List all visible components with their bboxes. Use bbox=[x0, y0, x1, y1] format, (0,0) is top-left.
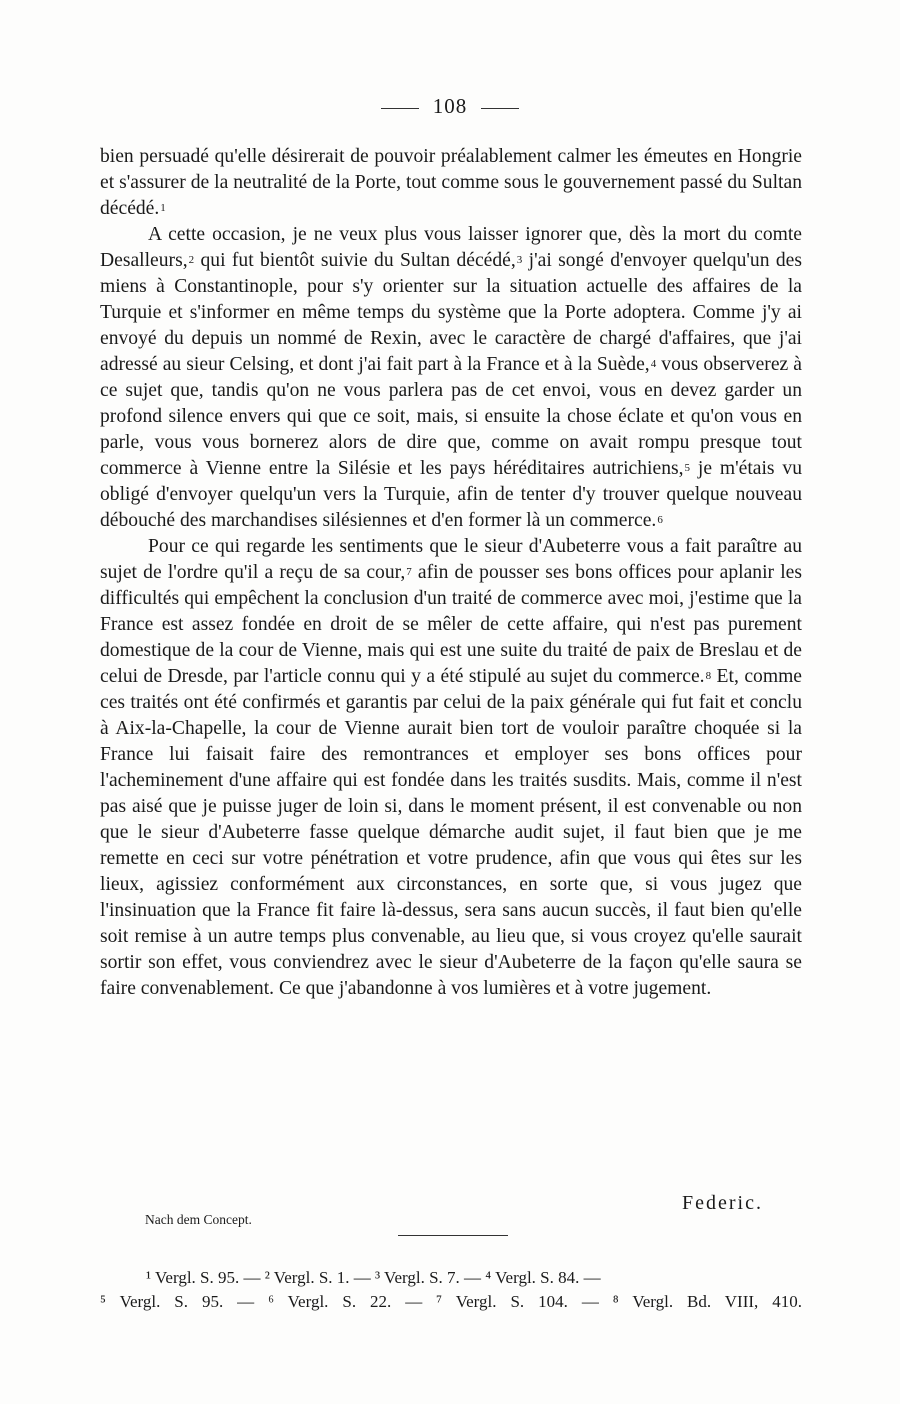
footnote-ref: 2 bbox=[188, 254, 195, 266]
paragraph-text: afin de pousser ses bons offices pour aplanir les difficultés qui empêchent la conclusion d'un traité de commerce avec moi, j'estime que la France est assez fondée en droit de se mêler de cette affaire, qui n'est pas purement domestique de la cour de Vienne, mais qui est une suite du traité de paix de Breslau et de celui de Dresde, par l'article connu qui y a été stipulé au sujet du commerce. bbox=[100, 562, 802, 687]
footnote-ref: 6 bbox=[657, 514, 663, 526]
footnote-divider bbox=[398, 1235, 508, 1236]
page-number: 108 bbox=[432, 94, 468, 118]
letter-body bbox=[100, 144, 802, 1002]
paragraph-text: je m'étais vu obligé d'envoyer quelqu'un vers la Turquie, afin de tenter d'y trouver quelque nouveau débouché des marchandises silésiennes et d'en former là un commerce. bbox=[100, 458, 802, 531]
signature: Federic. bbox=[682, 1192, 763, 1214]
footnote-ref: 8 bbox=[705, 670, 712, 682]
paragraph-1 bbox=[100, 144, 802, 222]
paragraph-text: bien persuadé qu'elle désirerait de pouvoir préalablement calmer les émeutes en Hongrie et s'assurer de la neutralité de la Porte, tout comme sous le gouvernement passé du Sultan décédé. bbox=[100, 146, 802, 219]
paragraph-text: Pour ce qui regarde les sentiments que le sieur d'Aubeterre vous a fait paraître au sujet de l'ordre qu'il a reçu de sa cour, bbox=[100, 536, 802, 583]
footnote-ref: 4 bbox=[650, 358, 657, 370]
footnote-ref: 5 bbox=[684, 462, 691, 474]
paragraph-3 bbox=[100, 534, 802, 1002]
footnote-ref: 3 bbox=[516, 254, 523, 266]
footnote-line: ⁵ Vergl. S. 95. — ⁶ Vergl. S. 22. — ⁷ Vergl. S. 104. — ⁸ Vergl. Bd. VIII, 410. bbox=[100, 1292, 802, 1311]
header-dash-right bbox=[481, 108, 519, 109]
paragraph-text: vous observerez à ce sujet que, tandis qu'on ne vous parlera pas de cet envoi, vous en devez garder un profond silence envers qui que ce soit, mais, si ensuite la chose éclate et qu'on vous en parle, vous vous bornerez alors de dire que, comme on avait rompu presque tout commerce à Vienne entre la Silésie et les pays héréditaires autrichiens, bbox=[100, 354, 802, 479]
paragraph-text: qui fut bientôt suivie du Sultan décédé, bbox=[194, 250, 516, 271]
footnote-line: ¹ Vergl. S. 95. — ² Vergl. S. 1. — ³ Vergl. S. 7. — ⁴ Vergl. S. 84. — bbox=[146, 1268, 601, 1287]
page-header bbox=[0, 94, 900, 119]
paragraph-2 bbox=[100, 222, 802, 534]
paragraph-text: j'ai songé d'envoyer quelqu'un des miens à Constantinople, pour s'y orienter sur la situation actuelle des affaires de la Turquie et s'informer en même temps du système que la Porte adoptera. Comme j'y ai envoyé du depuis un nommé de Rexin, avec le caractère de chargé d'affaires, que j'ai adressé au sieur Celsing, et dont j'ai fait part à la France et à la Suède, bbox=[100, 250, 803, 375]
footnote-ref: 7 bbox=[406, 566, 412, 578]
footnote-ref: 1 bbox=[160, 202, 166, 214]
header-dash-left bbox=[381, 108, 419, 109]
paragraph-text: A cette occasion, je ne veux plus vous laisser ignorer que, dès la mort du comte Desalleurs, bbox=[100, 224, 802, 271]
paragraph-text: Et, comme ces traités ont été confirmés et garantis par celui de la paix générale qui fut fait et conclu à Aix-la-Chapelle, la cour de Vienne aurait bien tort de vouloir paraître choquée si la France lui faisait faire des remontrances et employer ses bons offices pour l'acheminement d'une affaire qui est fondée dans les traités susdits. Mais, comme il n'est pas aisé que je puisse juger de loin si, dans le moment présent, il est convenable ou non que le sieur d'Aubeterre fasse quelque démarche audit sujet, il faut bien que je me remette en ceci sur votre pénétration et votre prudence, afin que vous qui êtes sur les lieux, agissiez conformément aux circonstances, en sorte que, si vous jugez que l'insinuation que la France fit faire là-dessus, sera sans aucun succès, il faut bien qu'elle soit remise à un autre temps plus convenable, au lieu que, si vous croyez qu'elle saurait sortir son effet, vous conviendrez avec le sieur d'Aubeterre de la façon qu'elle saura se faire convenablement. Ce que j'abandonne à vos lumières et à votre jugement. bbox=[100, 666, 803, 999]
source-note: Nach dem Concept. bbox=[145, 1212, 252, 1227]
footnotes bbox=[100, 1266, 802, 1314]
